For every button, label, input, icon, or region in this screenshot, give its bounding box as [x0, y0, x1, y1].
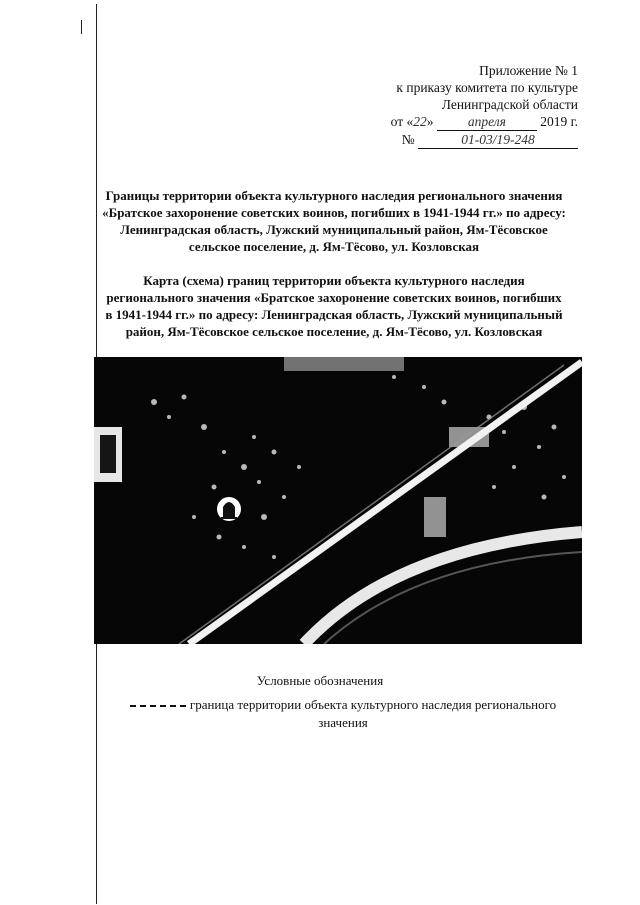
- annex-block: [318, 62, 578, 149]
- heading-line-3: Ленинградская область, Лужский муниципальный район, Ям-Тёсовское: [120, 222, 548, 237]
- building-left-roof: [100, 435, 116, 473]
- legend-item-text-2: значения: [318, 715, 368, 730]
- annex-number-line: [318, 131, 578, 149]
- heading-line-2: «Братское захоронение советских воинов, погибших в 1941-1944 гг.» по адресу:: [102, 205, 566, 220]
- heading-line-1: Границы территории объекта культурного наследия регионального значения: [105, 188, 563, 203]
- date-month-handwritten: апреля: [437, 113, 537, 131]
- scan-margin-line-short: [81, 20, 82, 34]
- legend-title: Условные обозначения: [256, 673, 384, 688]
- date-year: 2019 г.: [540, 114, 578, 129]
- number-value-handwritten: 01-03/19-248: [418, 131, 578, 149]
- annex-line-2: к приказу комитета по культуре: [396, 80, 578, 95]
- legend-item-boundary: [118, 696, 568, 732]
- heading-line-4: сельское поселение, д. Ям-Тёсово, ул. Козловская: [188, 239, 480, 254]
- satellite-map-svg: [94, 357, 582, 644]
- map-caption: [94, 272, 574, 340]
- boundary-dashed-line-icon: [130, 705, 186, 707]
- right-small-building: [424, 497, 446, 537]
- date-mid: »: [426, 114, 434, 129]
- caption-line-1: Карта (схема) границ территории объекта культурного наследия: [143, 273, 525, 288]
- legend-item-text-1: граница территории объекта культурного наследия регионального: [189, 697, 557, 712]
- caption-line-3: в 1941-1944 гг.» по адресу: Ленинградская область, Лужский муниципальный: [105, 307, 563, 322]
- document-heading: [94, 187, 574, 255]
- annex-line-1: Приложение № 1: [479, 63, 578, 78]
- date-prefix: от «: [390, 114, 414, 129]
- satellite-map-image: [94, 357, 582, 644]
- date-day-handwritten: 22: [413, 114, 427, 129]
- annex-date-line: [318, 113, 578, 131]
- annex-line-3: Ленинградской области: [441, 97, 578, 112]
- caption-line-2: регионального значения «Братское захоронение советских воинов, погибших: [106, 290, 562, 305]
- number-prefix: №: [401, 132, 415, 147]
- top-structure: [284, 357, 404, 371]
- caption-line-4: район, Ям-Тёсовское сельское поселение, д. Ям-Тёсово, ул. Козловская: [125, 324, 543, 339]
